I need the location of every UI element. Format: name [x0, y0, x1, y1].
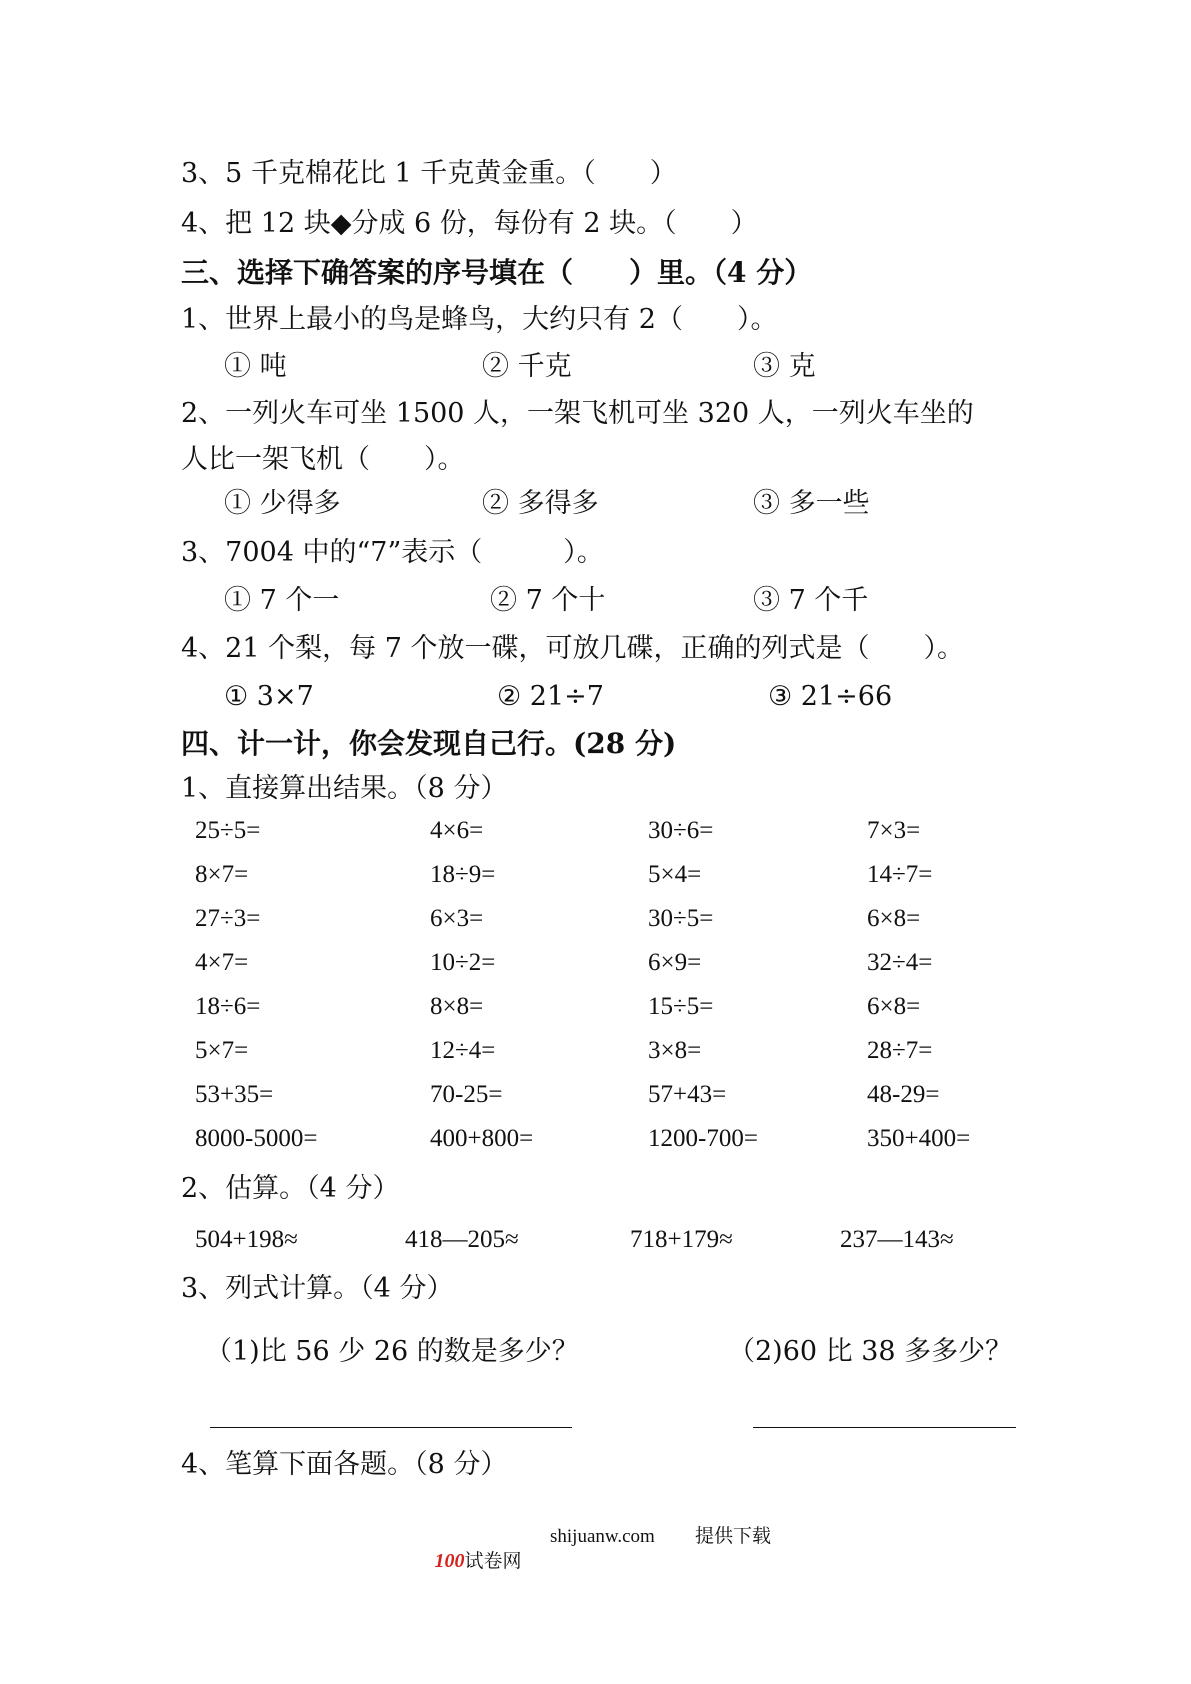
calc-item: 70-25=	[430, 1081, 503, 1108]
s4-part2-title: 2、估算。（4 分）	[181, 1173, 400, 1204]
calc-item: 6×3=	[430, 905, 484, 932]
footer-note: 提供下载	[695, 1526, 772, 1547]
footer-site: shijuanw.com	[550, 1526, 655, 1547]
s4-part3-title: 3、列式计算。（4 分）	[181, 1273, 454, 1304]
footer-logo-number: 100	[434, 1550, 465, 1572]
calc-item: 25÷5=	[195, 817, 261, 844]
calc-item: 6×8=	[867, 993, 921, 1020]
calc-item: 400+800=	[430, 1125, 534, 1152]
s3-question-2-line1: 2、一列火车可坐 1500 人，一架飞机可坐 320 人，一列火车坐的	[181, 398, 974, 429]
calc-item: 4×7=	[195, 949, 249, 976]
s3-q3-option-2: ② 7 个十	[490, 585, 606, 616]
calc-item: 8×8=	[430, 993, 484, 1020]
calc-item: 27÷3=	[195, 905, 261, 932]
estimate-item-1: 504+198≈	[195, 1226, 298, 1253]
s3-question-3: 3、7004 中的“7”表示（ ）。	[181, 537, 604, 568]
s3-q1-option-3: ③ 克	[753, 351, 816, 382]
s4-part1-title: 1、直接算出结果。（8 分）	[181, 773, 508, 804]
section4-title: 四、计一计，你会发现自己行。(28 分)	[181, 727, 677, 760]
calc-item: 57+43=	[648, 1081, 727, 1108]
estimate-item-2: 418—205≈	[405, 1226, 519, 1253]
calc-item: 53+35=	[195, 1081, 274, 1108]
calc-item: 30÷5=	[648, 905, 714, 932]
section3-title: 三、选择下确答案的序号填在（ ）里。（4 分）	[181, 256, 813, 289]
s3-question-1: 1、世界上最小的鸟是蜂鸟，大约只有 2（ ）。	[181, 304, 778, 335]
calc-item: 3×8=	[648, 1037, 702, 1064]
calc-item: 4×6=	[430, 817, 484, 844]
s3-q1-option-1: ① 吨	[224, 351, 287, 382]
s3-question-4: 4、21 个梨，每 7 个放一碟，可放几碟，正确的列式是（ ）。	[181, 633, 964, 664]
s3-q3-option-1: ① 7 个一	[224, 585, 340, 616]
footer-logo-text: 试卷网	[464, 1551, 522, 1572]
calc-item: 12÷4=	[430, 1037, 496, 1064]
word-problem-1: （1)比 56 少 26 的数是多少？	[205, 1336, 579, 1367]
answer-line-2[interactable]	[753, 1427, 1016, 1428]
calc-item: 28÷7=	[867, 1037, 933, 1064]
calc-item: 18÷6=	[195, 993, 261, 1020]
s4-part4-title: 4、笔算下面各题。（8 分）	[181, 1449, 508, 1480]
calc-item: 1200-700=	[648, 1125, 758, 1152]
s3-question-2-line2: 人比一架飞机（ ）。	[181, 444, 465, 475]
calc-item: 30÷6=	[648, 817, 714, 844]
calc-item: 7×3=	[867, 817, 921, 844]
calc-item: 18÷9=	[430, 861, 496, 888]
calc-item: 14÷7=	[867, 861, 933, 888]
s3-q2-option-3: ③ 多一些	[753, 488, 870, 519]
s3-q4-option-2: ② 21÷7	[497, 681, 604, 712]
estimate-item-4: 237—143≈	[840, 1226, 954, 1253]
s3-q2-option-2: ② 多得多	[482, 488, 599, 519]
calc-item: 8000-5000=	[195, 1125, 318, 1152]
calc-item: 15÷5=	[648, 993, 714, 1020]
calc-item: 6×8=	[867, 905, 921, 932]
s3-q4-option-1: ① 3×7	[224, 681, 314, 712]
calc-item: 350+400=	[867, 1125, 971, 1152]
judge-item-4: 4、把 12 块◆分成 6 份，每份有 2 块。（ ）	[181, 208, 758, 239]
calc-item: 6×9=	[648, 949, 702, 976]
s3-q4-option-3: ③ 21÷66	[768, 681, 893, 712]
judge-item-3: 3、5 千克棉花比 1 千克黄金重。（ ）	[181, 158, 677, 189]
footer-logo	[425, 1525, 522, 1574]
calc-item: 5×7=	[195, 1037, 249, 1064]
calc-item: 48-29=	[867, 1081, 940, 1108]
calc-item: 8×7=	[195, 861, 249, 888]
calc-item: 32÷4=	[867, 949, 933, 976]
s3-q1-option-2: ② 千克	[482, 351, 572, 382]
calc-item: 10÷2=	[430, 949, 496, 976]
answer-line-1[interactable]	[210, 1427, 572, 1428]
word-problem-2: （2)60 比 38 多多少？	[728, 1336, 1013, 1367]
s3-q2-option-1: ① 少得多	[224, 488, 341, 519]
calc-item: 5×4=	[648, 861, 702, 888]
estimate-item-3: 718+179≈	[630, 1226, 733, 1253]
s3-q3-option-3: ③ 7 个千	[753, 585, 869, 616]
